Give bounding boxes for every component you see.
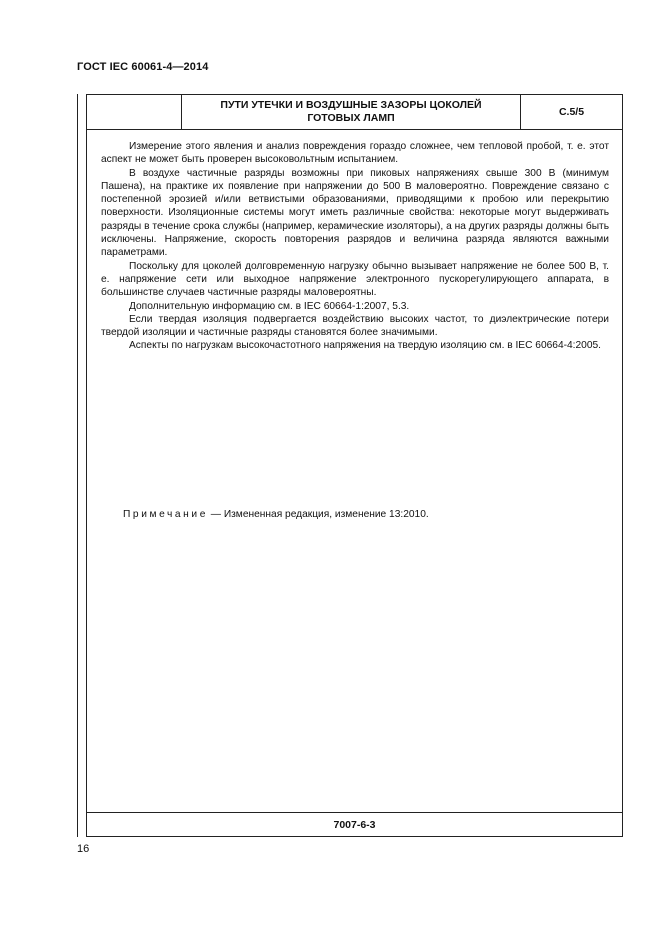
note-text: — Измененная редакция, изменение 13:2010. (207, 509, 429, 520)
standard-code: ГОСТ IEC 60061-4—2014 (77, 61, 209, 73)
paragraph: Поскольку для цоколей долговременную нагрузку обычно вызывает напряжение не более 500 В, т. е. напряжение сети или выходное напряжение электронного пускорегулирующего аппарата, в большинстве случаев частичные разряды маловероятны. (101, 260, 609, 299)
sheet-footer-code: 7007-6-3 (87, 812, 622, 836)
sheet-header (87, 95, 622, 130)
frame-binding-line (77, 94, 78, 837)
paragraph: Измерение этого явления и анализ повреждения гораздо сложнее, чем тепловой пробой, т. е. этот аспект не может быть проверен высоковольтным испытанием. (101, 141, 609, 166)
sheet-frame (86, 94, 623, 837)
page-number: 16 (77, 843, 90, 855)
sheet-title-line2: ГОТОВЫХ ЛАМП (307, 112, 395, 124)
paragraph: Дополнительную информацию см. в IEC 60664-1:2007, 5.3. (129, 300, 410, 312)
paragraph: Если твердая изоляция подвергается воздействию высоких частот, то диэлектрические потери твердой изоляции и частичные разряды становятся более значимыми. (101, 313, 609, 339)
sheet-body (101, 140, 609, 353)
sheet-title (182, 95, 521, 129)
sheet-number: С.5/5 (558, 106, 585, 118)
header-empty-cell (87, 95, 182, 129)
note-label: Примечание (123, 509, 208, 520)
sheet-title-line1: ПУТИ УТЕЧКИ И ВОЗДУШНЫЕ ЗАЗОРЫ ЦОКОЛЕЙ (220, 99, 482, 111)
paragraph: В воздухе частичные разряды возможны при пиковых напряжениях свыше 300 В (минимум Пашена), на практике их появление при напряжении до 500 В маловероятно. Повреждение связано с постепенной эрозией и/или ветвистыми образованиями, приводящими к пробою или перекрытию поверхности. Изоляционные системы могут иметь различные свойства: некоторые могут выдерживать разряды в течение срока службы (например, керамические изоляторы), а на других разряды должны быть исключены. Напряжение, скорость повторения разрядов и величина разряда являются важными параметрами. (101, 167, 609, 259)
note (123, 508, 603, 521)
paragraph: Аспекты по нагрузкам высокочастотного напряжения на твердую изоляцию см. в IEC 60664-4:2005. (129, 340, 601, 352)
